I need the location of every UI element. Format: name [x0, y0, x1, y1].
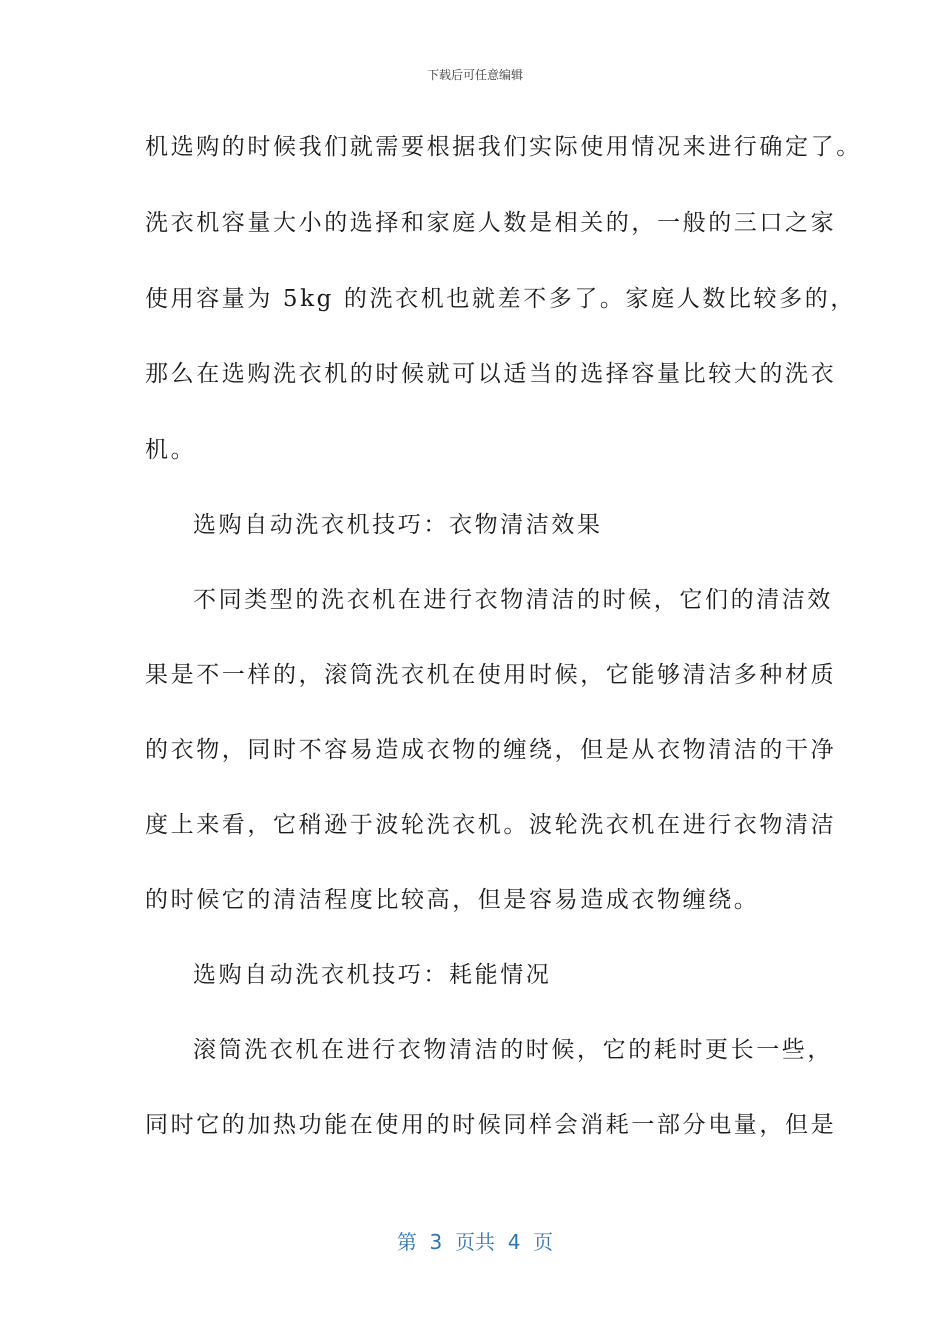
- body-line: 的衣物，同时不容易造成衣物的缠绕，但是从衣物清洁的干净: [145, 737, 837, 763]
- body-line: 洗衣机容量大小的选择和家庭人数是相关的，一般的三口之家: [145, 210, 837, 236]
- body-line: 度上来看，它稍逊于波轮洗衣机。波轮洗衣机在进行衣物清洁: [145, 812, 837, 838]
- body-line: 的时候它的清洁程度比较高，但是容易造成衣物缠绕。: [145, 887, 760, 913]
- body-line: 机选购的时候我们就需要根据我们实际使用情况来进行确定了。: [145, 134, 862, 160]
- body-line: 机。: [145, 437, 197, 463]
- section-heading: 选购自动洗衣机技巧：耗能情况: [193, 962, 552, 988]
- page-header: 下载后可任意编辑: [426, 68, 523, 82]
- paragraph-first-line: 滚筒洗衣机在进行衣物清洁的时候，它的耗时更长一些，: [193, 1037, 833, 1063]
- body-line: 同时它的加热功能在使用的时候同样会消耗一部分电量，但是: [145, 1112, 837, 1138]
- section-heading: 选购自动洗衣机技巧：衣物清洁效果: [193, 512, 603, 538]
- paragraph-first-line: 不同类型的洗衣机在进行衣物清洁的时候，它们的清洁效: [193, 587, 833, 613]
- body-line: 那么在选购洗衣机的时候就可以适当的选择容量比较大的洗衣: [145, 361, 837, 387]
- body-line: 果是不一样的，滚筒洗衣机在使用时候，它能够清洁多种材质: [145, 662, 837, 688]
- body-line: 使用容量为 5kg 的洗衣机也就差不多了。家庭人数比较多的，: [145, 286, 856, 312]
- page-footer: 第 3 页共 4 页: [396, 1230, 554, 1254]
